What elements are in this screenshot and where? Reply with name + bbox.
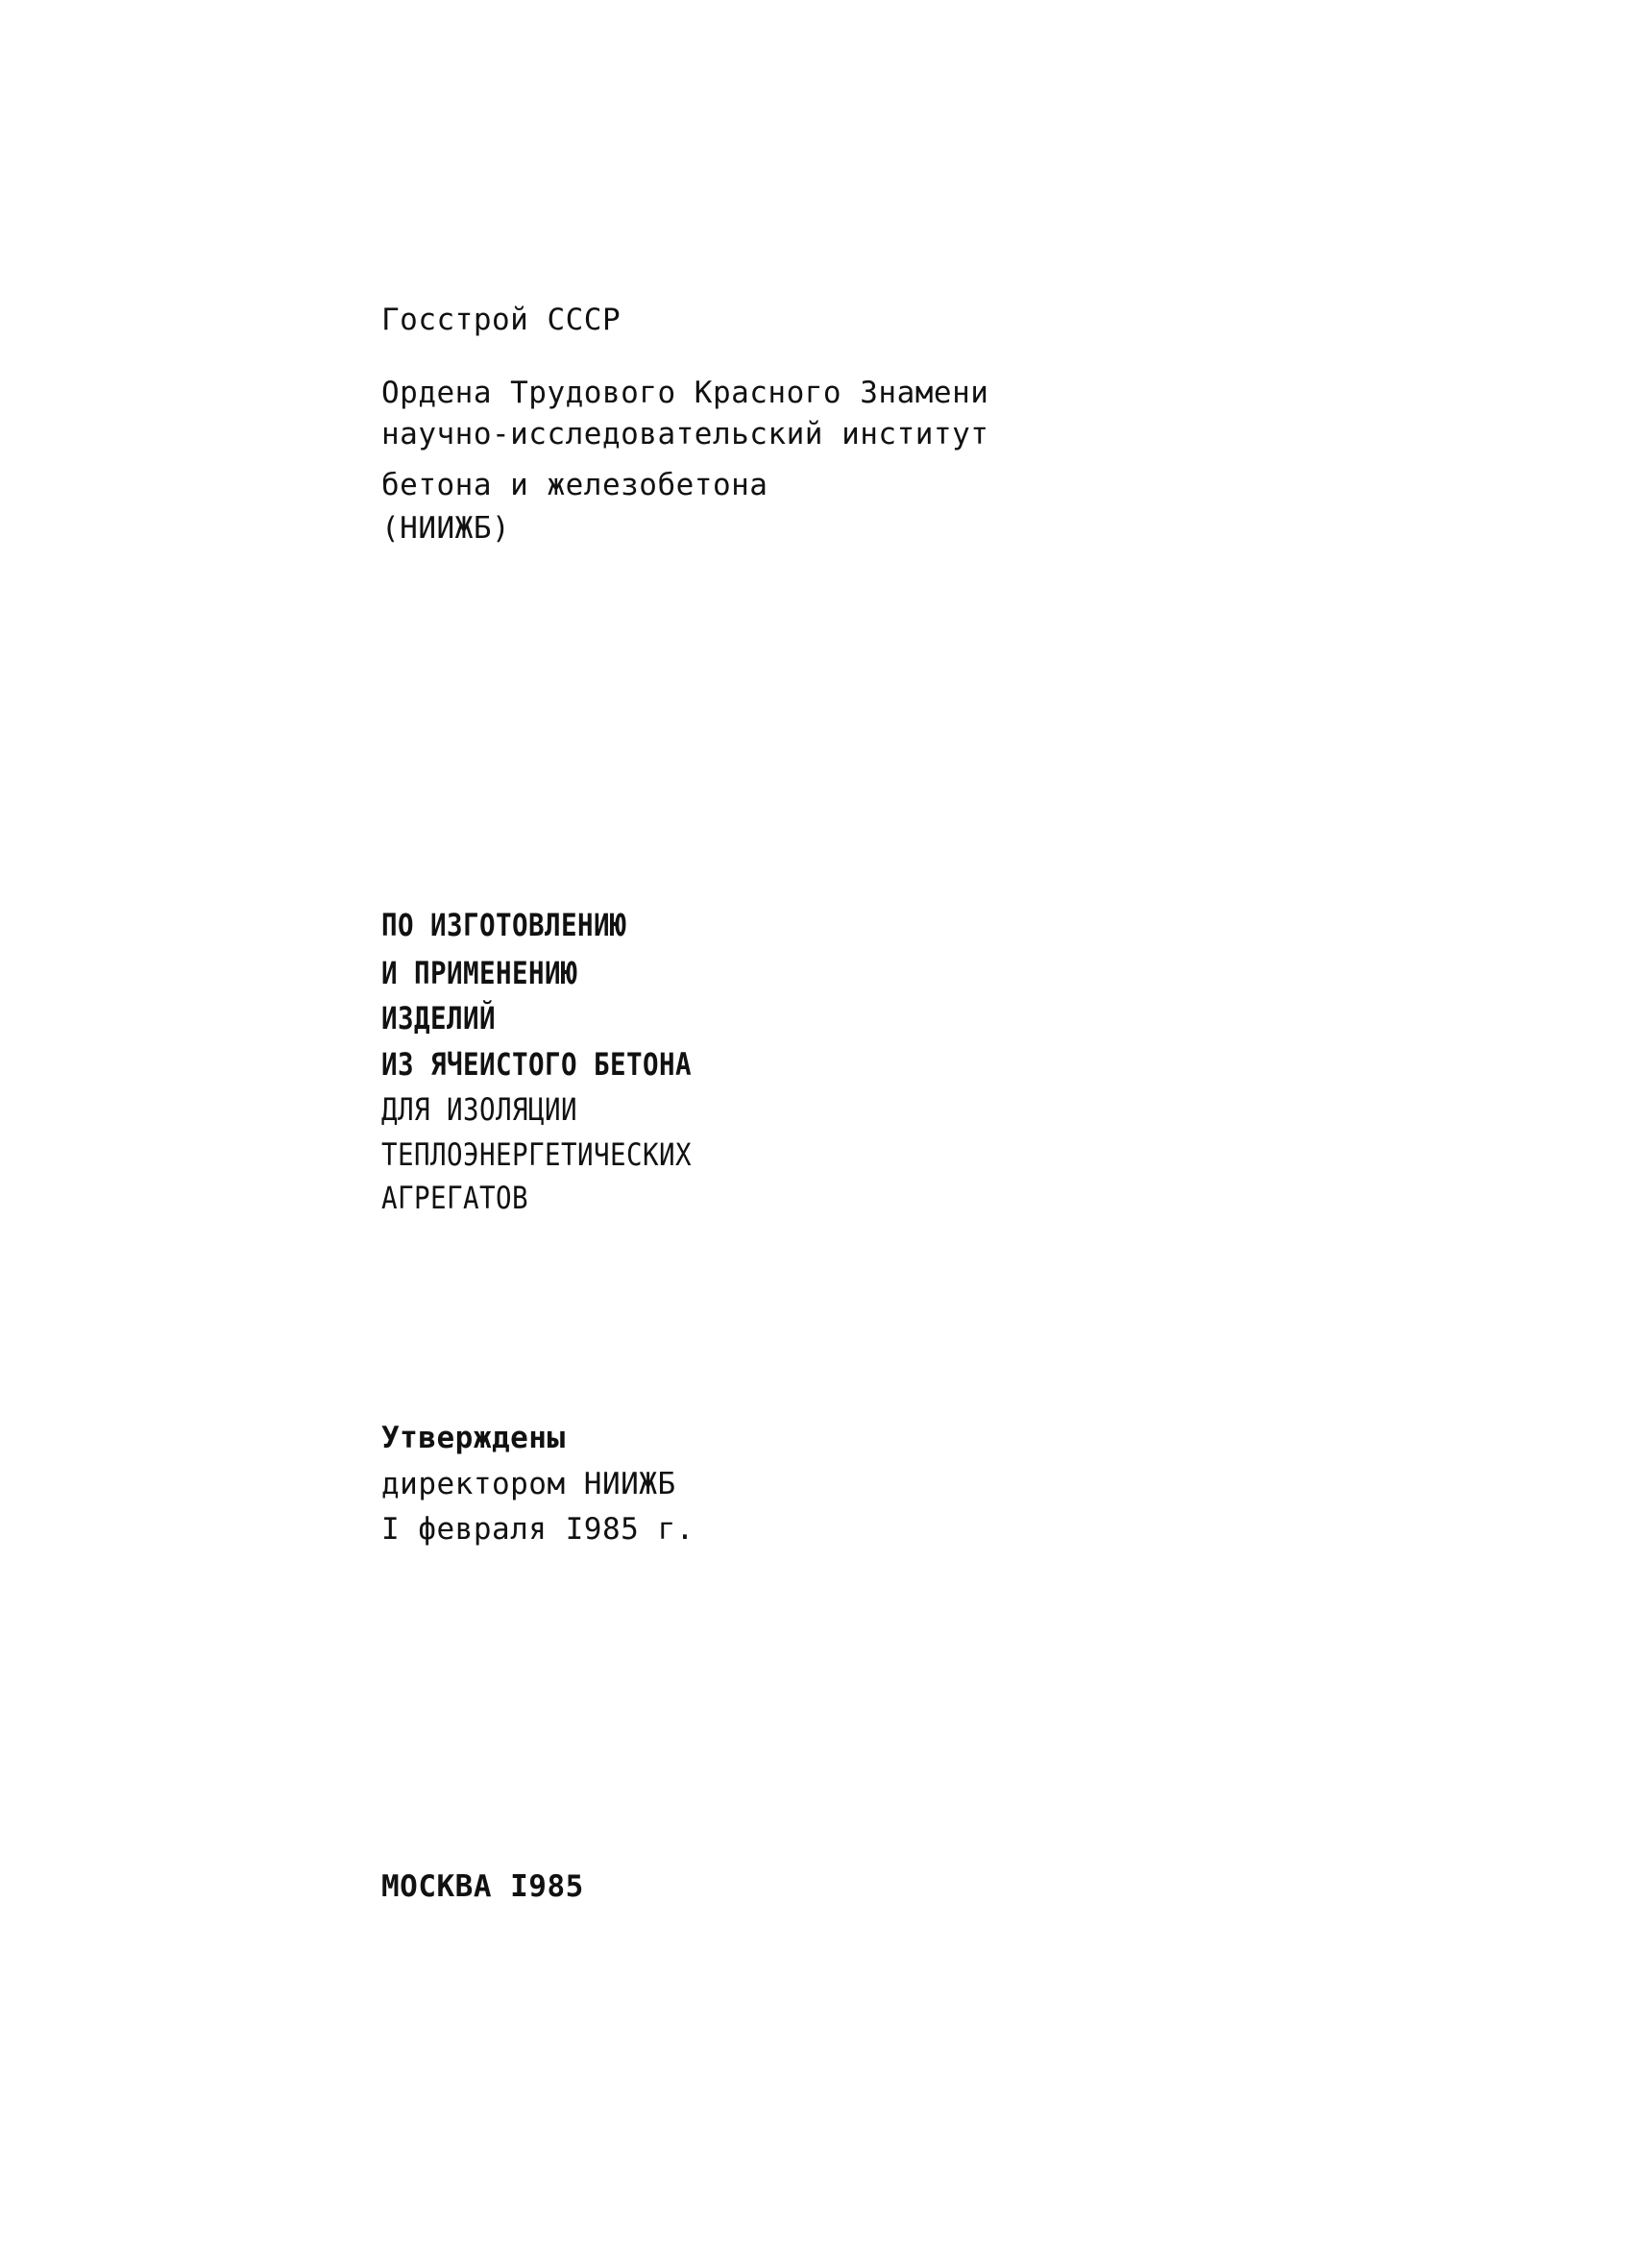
title-line-3: ИЗДЕЛИЙ — [381, 1000, 496, 1036]
institute-abbreviation: (НИИЖБ) — [381, 511, 511, 546]
title-line-1: ПО ИЗГОТОВЛЕНИЮ — [381, 907, 626, 943]
approval-line-1: Утверждены — [381, 1421, 566, 1455]
institute-line-3: бетона и железобетона — [381, 468, 768, 502]
title-line-6: ТЕПЛОЭНЕРГЕТИЧЕСКИХ — [381, 1136, 692, 1173]
institute-line-1: Ордена Трудового Красного Знамени — [381, 376, 989, 410]
approval-line-2: директором НИИЖБ — [381, 1467, 676, 1501]
institute-line-2: научно-исследовательский институт — [381, 417, 989, 451]
title-line-5: ДЛЯ ИЗОЛЯЦИИ — [381, 1091, 577, 1128]
approval-date: I февраля I985 г. — [381, 1512, 695, 1547]
title-line-7: АГРЕГАТОВ — [381, 1180, 528, 1216]
title-line-4: ИЗ ЯЧЕИСТОГО БЕТОНА — [381, 1046, 692, 1083]
place-year: МОСКВА I985 — [381, 1869, 584, 1904]
title-line-2: И ПРИМЕНЕНИЮ — [381, 955, 577, 991]
ministry-name: Госстрой СССР — [381, 303, 622, 337]
